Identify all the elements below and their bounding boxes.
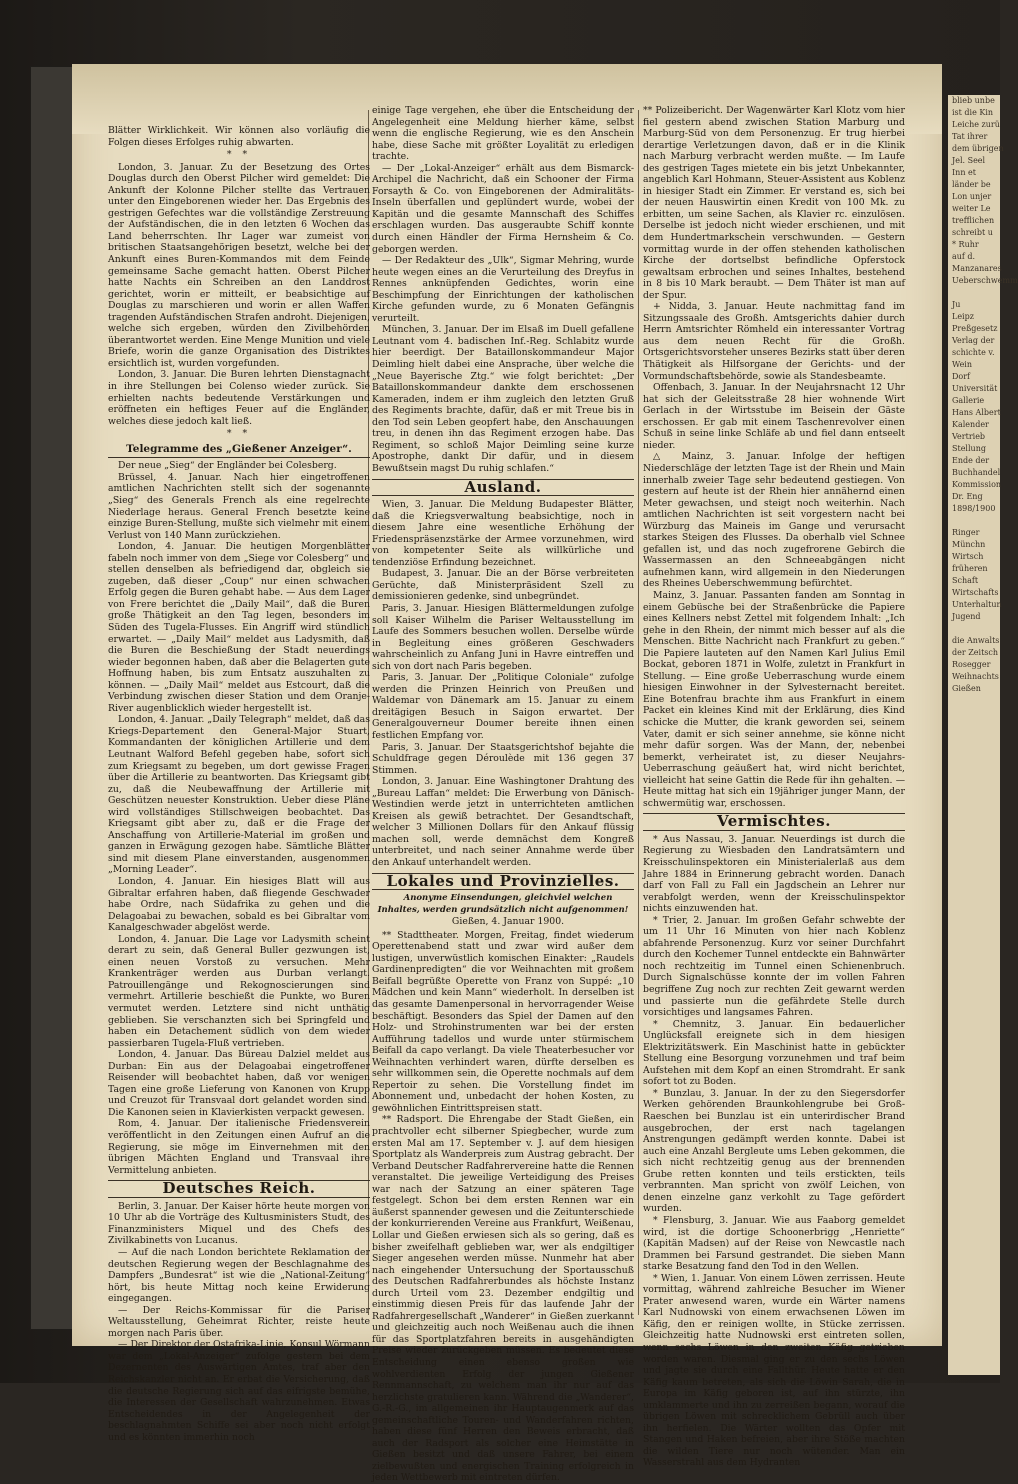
lokales-heading: Lokales und Provinzielles.	[372, 873, 634, 891]
adjacent-page-line: Unterhaltun	[952, 600, 1002, 609]
column-1	[108, 125, 370, 1443]
article-paragraph: ** Radsport. Die Ehrengabe der Stadt Gießen, ein prachtvoller echt silberner Spiegbecher, wurde zum ersten Mal am 17. September v. J. auf dem hiesigen Sportplatz als Wanderpreis zum Austrag gebracht. Der Verband Deutscher Radfahrervereine hatte die Rennen veranstaltet. Die jeweilige Verteidigung des Preises war nach der Satzung an einer späteren Tage festgelegt. Schon bei dem ersten Rennen war ein äußerst spannender gewesen und die Zeitunterschiede der konkurrierenden Vereine aus Frankfurt, Weißenau, Lollar und Gießen erwiesen sich als so gering, daß es bisher zweifelhaft geblieben war, wer als endgiltiger Sieger angesehen werden müsse. Nunmehr hat aber nach eingehender Untersuchung der Sportausschuß des Deutschen Radfahrerbundes als höchste Instanz durch Urteil vom 23. Dezember endgiltig und einstimmig diesen Preis für das laufende Jahr der Radfahrergesellschaft „Wanderer“ in Gießen zuerkannt und gleichzeitig auch noch Weißenau auch die ihnen für das Sportplatzfahren bereits in ausgehändigten Preise wieder zurückgeben müssen. Es bedeutet diese Entscheidung einen ebenso großen wie wohlverdienten Erfolg der jungen Gießener Rennmannschaft, zu welchem man ihr nur auf das herzlichste gratulieren kann. Während die „Wanderer“, G.-R.-G., im allgemeinen ihr Hauptaugenmerk auf das gemeinschaftliche Touren- und Wanderfahren richten, haben diese fünf Herren den Beweis erbracht, daß auch der Radsport als solcher eine Heimstätte in Gießen besitzt und daß unsere Fahrer, bei einem zielbewußten und energischen Training erfolgreich in jeden Wettbewerb mit eintreten dürfen.	[372, 1114, 634, 1484]
article-paragraph: Mainz, 3. Januar. Passanten fanden am Sonntag in einem Gebüsche bei der Straßenbrücke die Papiere eines Kellners nebst Zettel mit folgendem Inhalt: „Ich gehe in den Rhein, der nimmt mich besser auf als die Menschen. Bitte Nachricht nach Frankfurt zu geben.“ Die Papiere lauteten auf den Namen Karl Julius Emil Bockat, geboren 1871 in Wolfe, zuletzt in Frankfurt in Stellung. — Eine große Ueberraschung wurde einem hiesigen Einwohner in der Sylvesternacht bereitet. Eine Botenfrau brachte ihm aus Frankfurt in einem Packet ein kleines Kind mit der Erklärung, dies Kind schicke die Mutter, die krank geworden sei, seinem Vater, damit er sich seiner annehme, sie könne nicht mehr dafür sorgen. Was der Mann, der, nebenbei bemerkt, verheiratet ist, zu dieser Neujahrs-Ueberraschung geäußert hat, wird nicht berichtet, vielleicht hat seine Gattin die Rede für ihn gehalten. — Heute mittag hat sich ein 19jähriger junger Mann, der schwermütig war, erschossen.	[643, 589, 905, 809]
article-paragraph: * Chemnitz, 3. Januar. Ein bedauerlicher Unglücksfall ereignete sich in dem hiesigen Elektrizitätswerk. Ein Maschinist hatte in gebückter Stellung eine Besorgung vorzunehmen und traf beim Aufstehen mit dem Kopf an einen Stromdraht. Er sank sofort tot zu Boden.	[643, 1018, 905, 1088]
adjacent-page-line: Schaft	[952, 576, 979, 585]
adjacent-page-line: blieb unbe	[952, 96, 995, 105]
adjacent-page-line: Tat ihrer	[952, 132, 988, 141]
adjacent-page-line: Dr. Eng	[952, 492, 983, 501]
adjacent-page-line: weiter Le	[952, 204, 991, 213]
article-paragraph: △ Mainz, 3. Januar. Infolge der heftigen Niederschläge der letzten Tage ist der Rhein und Main innerhalb zweier Tage sehr bedeutend gestiegen. Von gestern auf heute ist der Rhein hier annähernd einen Meter gewachsen, und steigt noch weiterhin. Nach amtlichen Nachrichten ist seit vorgestern nacht bei Würzburg das Maineis im Gange und verursacht starkes Steigen des Flusses. Da oberhalb viel Schnee gefallen ist, und das noch zugefrorene Gebirch die Wassermassen an den Schneeabgängen nicht aufnehmen kann, wird allgemein in den Niederungen des Rheines Ueberschwemmung befürchtet.	[643, 451, 905, 590]
article-paragraph: London, 3. Januar. Eine Washingtoner Drahtung des „Bureau Laffan“ meldet: Die Erwerbung von Dänisch-Westindien werde jetzt in unterrichteten amtlichen Kreisen als gewiß betrachtet. Der Gesandtschaft, welcher 3 Millionen Dollars für den Ankauf flüssig machen soll, werde demnächst dem Kongreß unterbreitet, und nach seiner Annahme werde über den Ankauf unterhandelt werden.	[372, 776, 634, 868]
article-paragraph: London, 4. Januar. Ein hiesiges Blatt will aus Gibraltar erfahren haben, daß fliegende Geschwader habe Ordre, nach Südafrika zu gehen und die Delagoabai zu bewachen, sobald es bei Gibraltar vom Kanalgeschwader abgelöst werde.	[108, 876, 370, 934]
adjacent-page-line: schreibt u	[952, 228, 993, 237]
section-divider: * *	[226, 149, 252, 161]
article-paragraph: — Der Direktor der Ostafrika-Linie, Konsul Wörmann war dem „Lokal-Anzeiger“ zufolge gestern bei dem Dezernenten des Auswärtigen Amtes, traf aber den Reichskanzler nicht an. Er erbat die Versicherung, daß die deutsche Regierung sich auf das eifrigste bemühe, die Interessen der Gesellschaft wahrzunehmen. Etwas Entscheidendes in der Angelegenheit der beschlagnahmten Schiffe sei aber noch nicht erfolgt und es könnten immerhin noch	[108, 1339, 370, 1443]
adjacent-page-line: Lon unjer	[952, 192, 992, 201]
adjacent-page-line: Weihnachts	[952, 672, 999, 681]
adjacent-page-line: ist die Kin	[952, 108, 994, 117]
adjacent-page-line: länder be	[952, 180, 991, 189]
adjacent-page-line: Ringer	[952, 528, 980, 537]
adjacent-page-line: Wirtschafts	[952, 588, 999, 597]
adjacent-page-line: trefflichen	[952, 216, 995, 225]
article-paragraph: München, 3. Januar. Der im Elsaß im Duell gefallene Leutnant vom 4. badischen Inf.-Reg. Schlabitz wurde hier beerdigt. Der Bataillonskommandeur Major Deimling hielt dabei eine Ansprache, über welche die „Neue Bayerische Ztg.“ wie folgt berichtet: „Der Bataillonskommandeur dankte dem erschossenen Kameraden, indem er ihm zugleich den letzten Gruß des Regiments brachte, dafür, daß er mit Treue bis in den Tod sein Leben geopfert habe, den Anschauungen treu, in denen ihn das Regiment erzogen habe. Das Regiment, so schloß Major Deimling seine kurze Apostrophe, dankt Dir dafür, und in diesem Bewußtsein magst Du ruhig schlafen.“	[372, 324, 634, 474]
adjacent-page-line: Dorf	[952, 372, 971, 381]
adjacent-page-line: * Ruhr	[952, 240, 979, 249]
adjacent-page-line: dem übrigen	[952, 144, 1004, 153]
telegramme-heading: Telegramme des „Gießener Anzeiger“.	[108, 444, 370, 459]
adjacent-page-line: Manzanares	[952, 264, 1002, 273]
adjacent-page-line: Vertrieb	[952, 432, 986, 441]
adjacent-page-line: Ende der	[952, 456, 990, 465]
adjacent-page-line: Rosegger	[952, 660, 991, 669]
adjacent-page-line: Buchhandel	[952, 468, 1001, 477]
column-3	[643, 105, 905, 1469]
article-paragraph: ** Polizeibericht. Der Wagenwärter Karl Klotz vom hier fiel gestern abend zwischen Station Marburg und Marburg-Süd von dem Personenzug. Er trug hierbei derartige Verletzungen davon, daß er in die Klinik nach Marburg verbracht werden mußte. — Im Laufe des gestrigen Tages mietete ein bis jetzt Unbekannter, angeblich Karl Hohmann, Steuer-Assistent aus Koblenz in hiesiger Stadt ein Zimmer. Er verstand es, sich bei der neuen Hauswirtin einen Kredit von 100 Mk. zu erbitten, um seine Sachen, als Klavier rc. einzulösen. Derselbe ist jedoch nicht wieder erschienen, und mit dem Hundertmarkschein verschwunden. — Gestern vormittag wurde in der offen stehenden katholischen Kirche der dortselbst befindliche Opferstock gewaltsam erbrochen und seines Inhaltes, bestehend in 8 bis 10 Mark beraubt. — Dem Thäter ist man auf der Spur.	[643, 105, 905, 301]
adjacent-page-line: Inn et	[952, 168, 976, 177]
vermischtes-heading: Vermischtes.	[643, 813, 905, 831]
adjacent-page-line: Hans Albert	[952, 408, 1001, 417]
article-paragraph: * Wien, 1. Januar. Von einem Löwen zerrissen. Heute vormittag, während zahlreiche Besucher im Wiener Prater anwesend waren, wurde ein Wärter namens Karl Nudnowski von einem erwachsenen Löwen im Käfig, den er reinigen wollte, in Stücke zerrissen. Gleichzeitig hatte Nudnowski erst eintreten sollen, wenn sechs Löwen in den zweiten Käfig getrieben worden waren. Diesmal ging er zu den sechs Löwen und jagte sie durch eine Fallthür. Heute hatte er den Käfig kaum betreten, als sich die Löwin Sarah, die in Europa im Käfig geboren ist, auf ihn stürzte, ihn umklammerte und ihn zu zerreißen begann, worauf die übrigen Löwen mit schrecklichem Gebrüll auch über ihn herfielen. Die Wärter wollten das Opfer mit Stangen und Haken befreien, aber ihre Stöße machten die wilden Tiere nur noch wütender. Man ein Wasserstrahl aus dem Hydranten	[643, 1272, 905, 1469]
article-paragraph: ** Stadttheater. Morgen, Freitag, findet wiederum Operettenabend statt und zwar wird außer dem lustigen, unverwüstlich komischen Einakter: „Raudels Gardinenpredigten“ die vor Weihnachten mit großem Beifall begrüßte Operette von Franz von Suppé: „10 Mädchen und kein Mann“ wiederholt. In derselben ist das gesamte Damenpersonal in hervorragender Weise beschäftigt. Besonders das Spiel der Damen auf den Holz- und Strohinstrumenten war bei der ersten Aufführung tadellos und wurde unter stürmischem Beifall da capo verlangt. Da viele Theaterbesucher vor Weihnachten verhindert waren, dürfte derselben es sehr willkommen sein, die Operette nochmals auf dem Repertoir zu sehen. Die Vorstellung findet im Abonnement und, unbedacht der hohen Kosten, zu gewöhnlichen Eintrittspreisen statt.	[372, 929, 634, 1114]
article-paragraph: London, 3. Januar. Zu der Besetzung des Ortes Douglas durch den Oberst Pilcher wird gemeldet: Die Ankunft der Kolonne Pilcher stellte das Vertrauen unter den Eingeborenen wieder her. Das Ergebnis des gestrigen Gefechtes war die vollständige Zerstreuung der Aufständischen, die in den letzten 6 Wochen das Land beherrschten. Ihr Lager war zumeist von britischen Staatsangehörigen besetzt, welche bei der Ankunft eines Buren-Kommandos mit dem Feinde gemeinsame Sache gemacht hatten. Oberst Pilcher hatte Nachts ein Schreiben an den Landdrost gerichtet, worin er mitteilt, er beabsichtige auf Douglas zu marschieren und worin er allen Waffen tragenden Aufständischen Strafen androht. Diejenigen, welche sich ergeben, würden den Zivilbehörden überantwortet werden. Eine Menge Munition und viele Briefe, worin die ganze Organisation des Distriktes ersichtlich ist, wurden vorgefunden.	[108, 161, 370, 369]
article-paragraph: Paris, 3. Januar. Der Staatsgerichtshof bejahte die Schuldfrage gegen Déroulède mit 136 gegen 37 Stimmen.	[372, 741, 634, 776]
adjacent-page-line: Kalender	[952, 420, 989, 429]
article-paragraph: * Aus Nassau, 3. Januar. Neuerdings ist durch die Regierung zu Wiesbaden den Landratsämtern und Kreisschulinspektoren ein Ministerialerlaß aus dem Jahre 1884 in Erinnerung gebracht worden. Danach darf von Fall zu Fall ein Jagdschein an Lehrer nur verabfolgt werden, wenn der Kreisschulinspektor nichts einzuwenden hat.	[643, 833, 905, 915]
adjacent-page-strip	[948, 95, 1018, 1375]
ausland-heading: Ausland.	[372, 479, 634, 497]
article-paragraph: — Der Reichs-Kommissar für die Pariser Weltausstellung, Geheimrat Richter, reiste heute morgen nach Paris über.	[108, 1304, 370, 1339]
adjacent-page-line: Wirtsch	[952, 552, 984, 561]
adjacent-page-line	[948, 623, 1000, 635]
adjacent-page-line: Ju	[952, 300, 961, 309]
section-divider: * *	[226, 428, 252, 440]
deutsches-reich-heading: Deutsches Reich.	[108, 1180, 370, 1198]
adjacent-page-line: Jugend	[952, 612, 981, 621]
article-paragraph: * Trier, 2. Januar. Im großen Gefahr schwebte der um 11 Uhr 16 Minuten von hier nach Koblenz abfahrende Personenzug. Kurz vor seiner Durchfahrt durch den Kochemer Tunnel entdeckte ein Bahnwärter noch rechtzeitig im Tunnel einen Schienenbruch. Durch Signalschüsse konnte der im vollen Fahren begriffene Zug noch zur rechten Zeit gewarnt werden und passierte nun die gefährdete Stelle durch vorsichtiges und langsames Fahren.	[643, 914, 905, 1019]
article-paragraph: Rom, 4. Januar. Der italienische Friedensverein veröffentlicht in den Zeitungen einen Aufruf an die Regierung, sie möge im Einvernehmen mit den übrigen Mächten England und Transvaal ihre Vermittelung anbieten.	[108, 1118, 370, 1176]
article-paragraph: Offenbach, 3. Januar. In der Neujahrsnacht 12 Uhr hat sich der Geleitsstraße 28 hier wohnende Wirt Gerlach in der Wirtsstube im Beisein der Gäste erschossen. Er gab mit einem Taschenrevolver einen Schuß in seine linke Schläfe ab und fiel dann entseelt nieder.	[643, 382, 905, 451]
article-paragraph: Paris, 3. Januar. Hiesigen Blättermeldungen zufolge soll Kaiser Wilhelm die Pariser Weltausstellung im Laufe des Sommers besuchen wollen. Derselbe würde in Begleitung eines größeren Geschwaders wahrscheinlich zu Anfang Juni in Havre eintreffen und sich von dort nach Paris begeben.	[372, 602, 634, 672]
article-paragraph: Paris, 3. Januar. Der „Politique Coloniale“ zufolge werden die Prinzen Heinrich von Preußen und Waldemar von Dänemark am 15. Januar zu einem dreitägigen Besuch in Saigon erwartet. Der Generalgouverneur Doumer bereite ihnen einen festlichen Empfang vor.	[372, 672, 634, 741]
adjacent-page-line: Preßgesetz	[952, 324, 998, 333]
adjacent-page-line: schichte v.	[952, 348, 995, 357]
lokales-note: Anonyme Einsendungen, gleichviel welchen Inhaltes, werden grundsätzlich nicht aufgenommen!	[377, 893, 629, 915]
article-paragraph: London, 4. Januar. „Daily Telegraph“ meldet, daß das Kriegs-Departement den General-Major Stuart, Kommandanten der königlichen Artillerie und dem Leutnant Walford Befehl gegeben habe, sofort sich zum Kriegsamt zu begeben, um dort gewisse Fragen über die Artillerie zu beantworten. Das Kriegsamt gibt zu, daß die Neubewaffnung der Artillerie mit Geschützen neuester Konstruktion. Ueber diese Pläne wird vollständiges Stillschweigen beobachtet. Das Kriegsamt gibt aber zu, daß er die Frage der Anschaffung von Artillerie-Material im großen und ganzen in Erwägung gezogen habe. Sämtliche Blätter sind mit diesem Plane einverstanden, ausgenommen „Morning Leader“.	[108, 714, 370, 876]
adjacent-page-line: Leipz	[952, 312, 974, 321]
article-paragraph: einige Tage vergehen, ehe über die Entscheidung der Angelegenheit eine Meldung hierher käme, selbst wenn die englische Regierung, wie es den Anschein habe, diese Sache mit größter Loyalität zu erledigen trachte.	[372, 105, 634, 163]
article-paragraph: Brüssel, 4. Januar. Nach hier eingetroffenen amtlichen Nachrichten stellt sich der sogenannte „Sieg“ des Generals French als eine regelrechte Niederlage heraus. General French besetzte keine einzige Buren-Stellung, mußte sich vielmehr mit einem Verlust von 140 Mann zurückziehen.	[108, 471, 370, 541]
adjacent-page-line: Stellung	[952, 444, 986, 453]
article-paragraph: London, 4. Januar. Das Büreau Dalziel meldet aus Durban: Ein aus der Delagoabai eingetroffener Reisender will beobachtet haben, daß vor wenigen Tagen eine große Lieferung von Kanonen von Krupp und Creuzot für Transvaal dort gelandet worden sind. Die Kanonen seien in Klavierkisten verpackt gewesen.	[108, 1049, 370, 1118]
adjacent-page-line: Gießen	[952, 684, 981, 693]
article-paragraph: Budapest, 3. Januar. Die an der Börse verbreiteten Gerüchte, daß Ministerpräsident Szell zu demissionieren gedenke, sind unbegründet.	[372, 568, 634, 603]
article-paragraph: London, 4. Januar. Die heutigen Morgenblätter fabeln noch immer von dem „Siege vor Colesberg“ und stellen denselben als befriedigend dar, obgleich sie zugeben, daß dieser „Coup“ nur einen schwachen Erfolg gegen die Buren gehabt habe. — Aus dem Lager von Frere berichtet die „Daily Mail“, daß die Buren große Thätigkeit an den Tag legen, besonders im Süden des Tugela-Flusses. Ein Angriff wird stündlich erwartet. — „Daily Mail“ meldet aus Ladysmith, daß die Buren die Beschießung der Stadt neuerdings wieder begonnen haben, daß aber die Belagerten gute Hoffnung haben, bis zum Entsatz auszuhalten zu können. — „Daily Mail“ meldet aus Estcourt, daß die Verbindung zwischen dieser Station und dem Oranje-River augenblicklich wieder hergestellt ist.	[108, 541, 370, 714]
adjacent-page-line: Gallerie	[952, 396, 985, 405]
article-paragraph: * Flensburg, 3. Januar. Wie aus Faaborg gemeldet wird, ist die dortige Schoonerbrigg „Henriette“ (Kapitän Madsen) auf der Reise von Newcastle nach Drammen bei Farsund gestrandet. Die sieben Mann starke Besatzung fand den Tod in den Wellen.	[643, 1214, 905, 1273]
adjacent-page-line: der Zeitsch	[952, 648, 999, 657]
adjacent-page-line	[948, 515, 1000, 527]
article-paragraph: Wien, 3. Januar. Die Meldung Budapester Blätter, daß die Kriegsverwaltung beabsichtige, noch in diesem Jahre eine wesentliche Erhöhung der Friedenspräsenzstärke der Armee vorzunehmen, wird von kompetenter Seite als willkürliche und tendenziöse Erfindung bezeichnet.	[372, 499, 634, 568]
adjacent-page-line: auf d.	[952, 252, 976, 261]
adjacent-page-line: Kommission	[952, 480, 1002, 489]
article-paragraph: * Bunzlau, 3. Januar. In der zu den Siegersdorfer Werken gehörenden Braunkohlengrube bei Groß-Raeschen bei Bunzlau ist ein unterirdischer Brand ausgebrochen, der erst nach tagelangen Anstrengungen gedämpft werden konnte. Dabei ist auch eine Anzahl Bergleute ums Leben gekommen, die sich nicht rechtzeitig genug aus der brennenden Grube retten konnten und teils erstickten, teils verbrannten. Man spricht von zwölf Leichen, von denen einzelne ganz verkohlt zu Tage gefördert wurden.	[643, 1087, 905, 1215]
article-paragraph: — Der „Lokal-Anzeiger“ erhält aus dem Bismarck-Archipel die Nachricht, daß ein Schooner der Firma Forsayth & Co. von Eingeborenen der Admiralitäts-Inseln überfallen und geplündert wurde, wobei der Kapitän und die gesamte Mannschaft des Schiffes erschlagen wurden. Das ausgeraubte Schiff konnte durch einen Händler der Firma Hernsheim & Co. geborgen werden.	[372, 162, 634, 255]
adjacent-page-line: Münchn	[952, 540, 986, 549]
adjacent-page-line: Jel. Seel	[952, 156, 986, 165]
adjacent-page-line: Verlag der	[952, 336, 995, 345]
adjacent-page-line: Universität	[952, 384, 998, 393]
article-paragraph: Der neue „Sieg“ der Engländer bei Colesberg.	[118, 460, 337, 472]
article-paragraph: London, 4. Januar. Die Lage vor Ladysmith scheint derart zu sein, daß General Buller gezwungen ist, einen neuen Vorstoß zu versuchen. Mehr Krankenträger werden aus Durban verlangt. Patrouillengänge und Rekognoscierungen sind vermehrt. Artillerie beschießt die Punkte, wo Buren vermutet werden. Letztere sind nicht unthätig geblieben. Sie verschanzten sich bei Springfeld und haben ein Detachement südlich von dem wieder passierbaren Tugela-Fluß vertrieben.	[108, 933, 370, 1049]
lokales-dateline: Gießen, 4. Januar 1900.	[451, 916, 565, 928]
column-2	[372, 105, 634, 1484]
article-paragraph: Berlin, 3. Januar. Der Kaiser hörte heute morgen von 10 Uhr ab die Vorträge des Kultusministers Studt, des Finanzministers Miquel und des Chefs des Zivilkabinetts von Lucanus.	[108, 1200, 370, 1247]
adjacent-page-line	[948, 287, 1000, 299]
adjacent-page-line: Ueberschwemm	[952, 276, 1018, 285]
article-paragraph: + Nidda, 3. Januar. Heute nachmittag fand im Sitzungssaale des Großh. Amtsgerichts dahier durch Herrn Amtsrichter Römheld ein interessanter Vortrag aus dem neuen Recht für die Großh. Ortsgerichtsvorsteher unseres Bezirks statt über deren Thätigkeit als Hilfsorgane der Gerichts- und der Vormundschaftsbehörde, sowie als Standesbeamte.	[643, 301, 905, 382]
adjacent-page-line: Wein	[952, 360, 973, 369]
adjacent-page-line: 1898/1900	[952, 504, 996, 513]
adjacent-page-line: früheren	[952, 564, 988, 573]
adjacent-page-line: Leiche zurü	[952, 120, 1000, 129]
article-paragraph: Blätter Wirklichkeit. Wir können also vorläufig die Folgen dieses Erfolges ruhig abwarten.	[108, 125, 370, 148]
article-paragraph: — Der Redakteur des „Ulk“, Sigmar Mehring, wurde heute wegen eines an die Verurteilung des Dreyfus in Rennes anknüpfenden Gedichtes, worin eine Beschimpfung der Einrichtungen der katholischen Kirche gefunden wurde, zu 6 Monaten Gefängnis verurteilt.	[372, 255, 634, 324]
adjacent-page-line: die Anwalts	[952, 636, 1000, 645]
column-rule-2	[638, 110, 639, 1315]
article-paragraph: London, 3. Januar. Die Buren lehrten Dienstagnacht in ihre Stellungen bei Colenso wieder zurück. Sie erhielten nachts bedeutende Verstärkungen und eröffneten ein heftiges Feuer auf die Engländer, welches diese jedoch kalt ließ.	[108, 369, 370, 427]
article-paragraph: — Auf die nach London berichtete Reklamation der deutschen Regierung wegen der Beschlagnahme des Dampfers „Bundesrat“ ist wie die „National-Zeitung“ hört, bis heute Mittag noch keine Erwiderung eingegangen.	[108, 1246, 370, 1305]
